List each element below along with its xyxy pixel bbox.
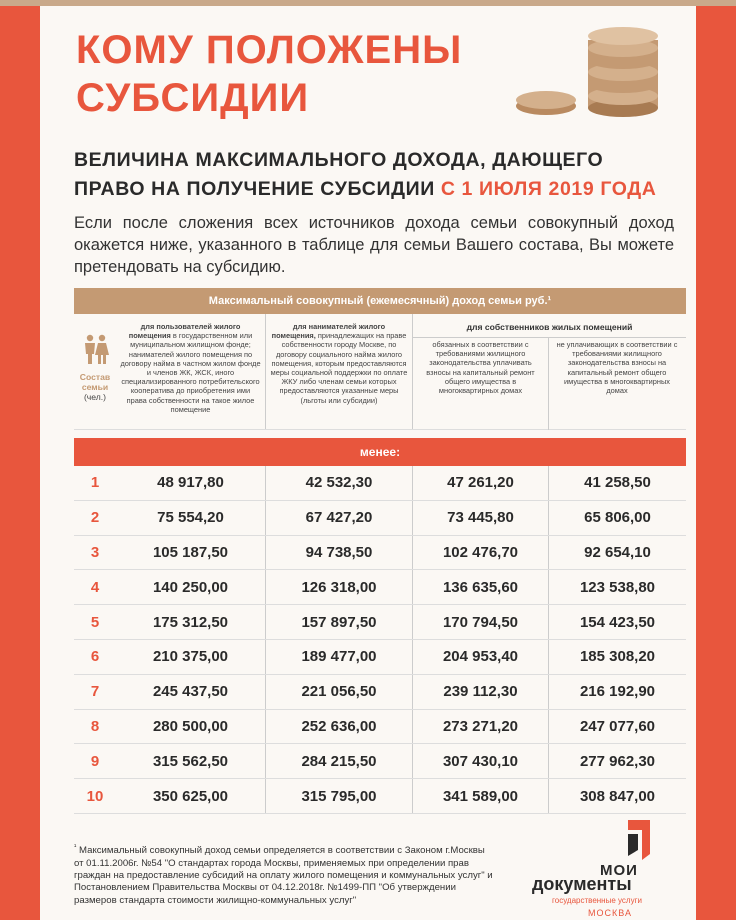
logo-word-dokumenty: документы [532,874,632,894]
logo-subtitle: государственные услуги [552,896,642,905]
table-row [74,605,686,640]
owners-paying-header: обязанных в соответствии с требованиями жилищного законодательства уплачивать взносы на капитальный ремонт общего имущества в многоквартирных домах [413,338,549,430]
value-tenants: 252 636,00 [266,710,413,744]
col1-bold: для пользователей жилого помещения [128,322,241,341]
value-users: 210 375,00 [116,640,266,674]
poster-sheet [40,6,696,920]
title-line-1: КОМУ ПОЛОЖЕНЫ [76,28,463,72]
value-owners-not-paying: 247 077,60 [579,717,656,735]
intro-paragraph: Если после сложения всех источников дохода семьи совокупный доход окажется ниже, указанного в таблице для семьи Вашего состава, Вы можете претендовать на субсидию. [74,214,674,276]
value-tenants: 94 738,50 [266,536,413,570]
family-size: 4 [90,578,100,596]
logo-city: МОСКВА [588,908,632,918]
value-owners-paying: 73 445,80 [413,501,549,535]
value-owners-paying: 307 430,10 [413,744,549,778]
coins-icon [506,10,686,120]
family-size: 3 [90,543,100,561]
family-size-label-unit: (чел.) [83,392,107,402]
footnote [74,842,494,907]
title-line-2: СУБСИДИИ [76,76,310,120]
value-tenants: 284 215,50 [266,744,413,778]
value-users: 280 500,00 [116,710,266,744]
col1-rest: в государственном или муниципальном жилищном фонде; нанимателей жилого помещения по договору найма в частном жилом фонде и членов ЖК, ЖСК, иного специализированного потребительского кооператива до приобретения ими права собственности на такое жилое помещение [120,331,261,414]
owners-subheaders [413,338,686,430]
column-header-tenants [266,314,413,429]
value-users: 140 250,00 [116,570,266,604]
value-users: 175 312,50 [116,605,266,639]
value-owners-paying: 204 953,40 [413,640,549,674]
family-size: 7 [90,683,100,701]
value-tenants: 67 427,20 [266,501,413,535]
family-people-icon [82,334,110,366]
subhead-date-highlight: С 1 ИЮЛЯ 2019 ГОДА [440,178,657,200]
family-size: 6 [90,648,100,666]
subhead-line-2 [74,175,674,204]
family-size: 5 [90,613,100,631]
value-users: 48 917,80 [116,466,266,500]
owners-not-paying-header: не уплачивающих в соответствии с требованиями жилищного законодательства взносы на капитальный ремонт общего имущества в многоквартирных домах [556,340,678,396]
value-users: 245 437,50 [116,675,266,709]
subheading [74,146,674,204]
subhead-line-1: ВЕЛИЧИНА МАКСИМАЛЬНОГО ДОХОДА, ДАЮЩЕГО [74,149,604,171]
table-row [74,710,686,745]
subhead-line-2-prefix: ПРАВО НА ПОЛУЧЕНИЕ СУБСИДИИ [74,178,441,200]
family-size-header [74,314,116,429]
table-row [74,744,686,779]
family-size-label-bold: Состав семьи [79,372,111,392]
value-owners-paying: 47 261,20 [413,466,549,500]
value-users: 350 625,00 [116,779,266,813]
value-owners-not-paying: 216 192,90 [579,683,656,701]
owners-heading: для собственников жилых помещений [413,314,686,338]
table-row [74,466,686,501]
value-owners-not-paying: 308 847,00 [579,787,656,805]
less-than-band: менее: [74,438,686,466]
column-header-owners [413,314,686,429]
value-tenants: 221 056,50 [266,675,413,709]
poster-title [76,26,462,122]
value-tenants: 126 318,00 [266,570,413,604]
value-owners-not-paying: 65 806,00 [584,509,651,527]
family-size: 9 [90,752,100,770]
value-tenants: 189 477,00 [266,640,413,674]
value-users: 75 554,20 [116,501,266,535]
column-header-users [116,314,266,429]
table-row [74,570,686,605]
value-owners-not-paying: 92 654,10 [584,543,651,561]
value-users: 105 187,50 [116,536,266,570]
col2-rest: принадлежащих на праве собственности городу Москве, по договору социального найма жилого помещения, которым предоставляются меры социальной поддержки по оплате ЖКУ либо членам семьи которых предоставляются указанные меры (льготы или субсидии) [270,331,408,405]
table-row [74,779,686,814]
table-row [74,536,686,571]
value-tenants: 157 897,50 [266,605,413,639]
family-size-label [74,372,116,402]
moi-dokumenty-logo-mark-icon [622,816,656,860]
value-owners-paying: 273 271,20 [413,710,549,744]
table-row [74,501,686,536]
table-row [74,675,686,710]
family-size: 2 [90,509,100,527]
value-owners-paying: 170 794,50 [413,605,549,639]
value-owners-paying: 341 589,00 [413,779,549,813]
value-tenants: 42 532,30 [266,466,413,500]
value-owners-not-paying: 277 962,30 [579,752,656,770]
table-body [74,466,686,814]
value-owners-not-paying: 154 423,50 [579,613,656,631]
table-row [74,640,686,675]
footnote-text: Максимальный совокупный доход семьи определяется в соответствии с Законом г.Москвы от 01.11.2006г. №54 "О стандартах города Москвы, применяемых при определении прав граждан на предоставление субсидий на оплату жилого помещения и коммунальных услуг" и Постановлением Правительства Москвы от 04.12.2018г. №1499-ПП "Об утверждении размеров стандарта стоимости жилищно-коммунальных услуг" [74,845,493,906]
value-owners-not-paying: 41 258,50 [584,474,651,492]
moi-dokumenty-logo [530,816,670,920]
family-size: 10 [86,787,104,805]
value-owners-paying: 102 476,70 [413,536,549,570]
value-owners-not-paying: 185 308,20 [579,648,656,666]
income-table [74,288,686,814]
col2-bold: для нанимателей жилого помещения, [271,322,386,341]
table-band-title: Максимальный совокупный (ежемесячный) доход семьи руб.¹ [74,288,686,314]
footnote-mark: ¹ [74,844,77,851]
value-tenants: 315 795,00 [266,779,413,813]
value-owners-not-paying: 123 538,80 [579,578,656,596]
table-header-row [74,314,686,430]
value-owners-paying: 239 112,30 [413,675,549,709]
value-owners-paying: 136 635,60 [413,570,549,604]
family-size: 8 [90,717,100,735]
logo-word-moi: МОИ [600,862,638,879]
family-size: 1 [90,474,100,492]
value-users: 315 562,50 [116,744,266,778]
